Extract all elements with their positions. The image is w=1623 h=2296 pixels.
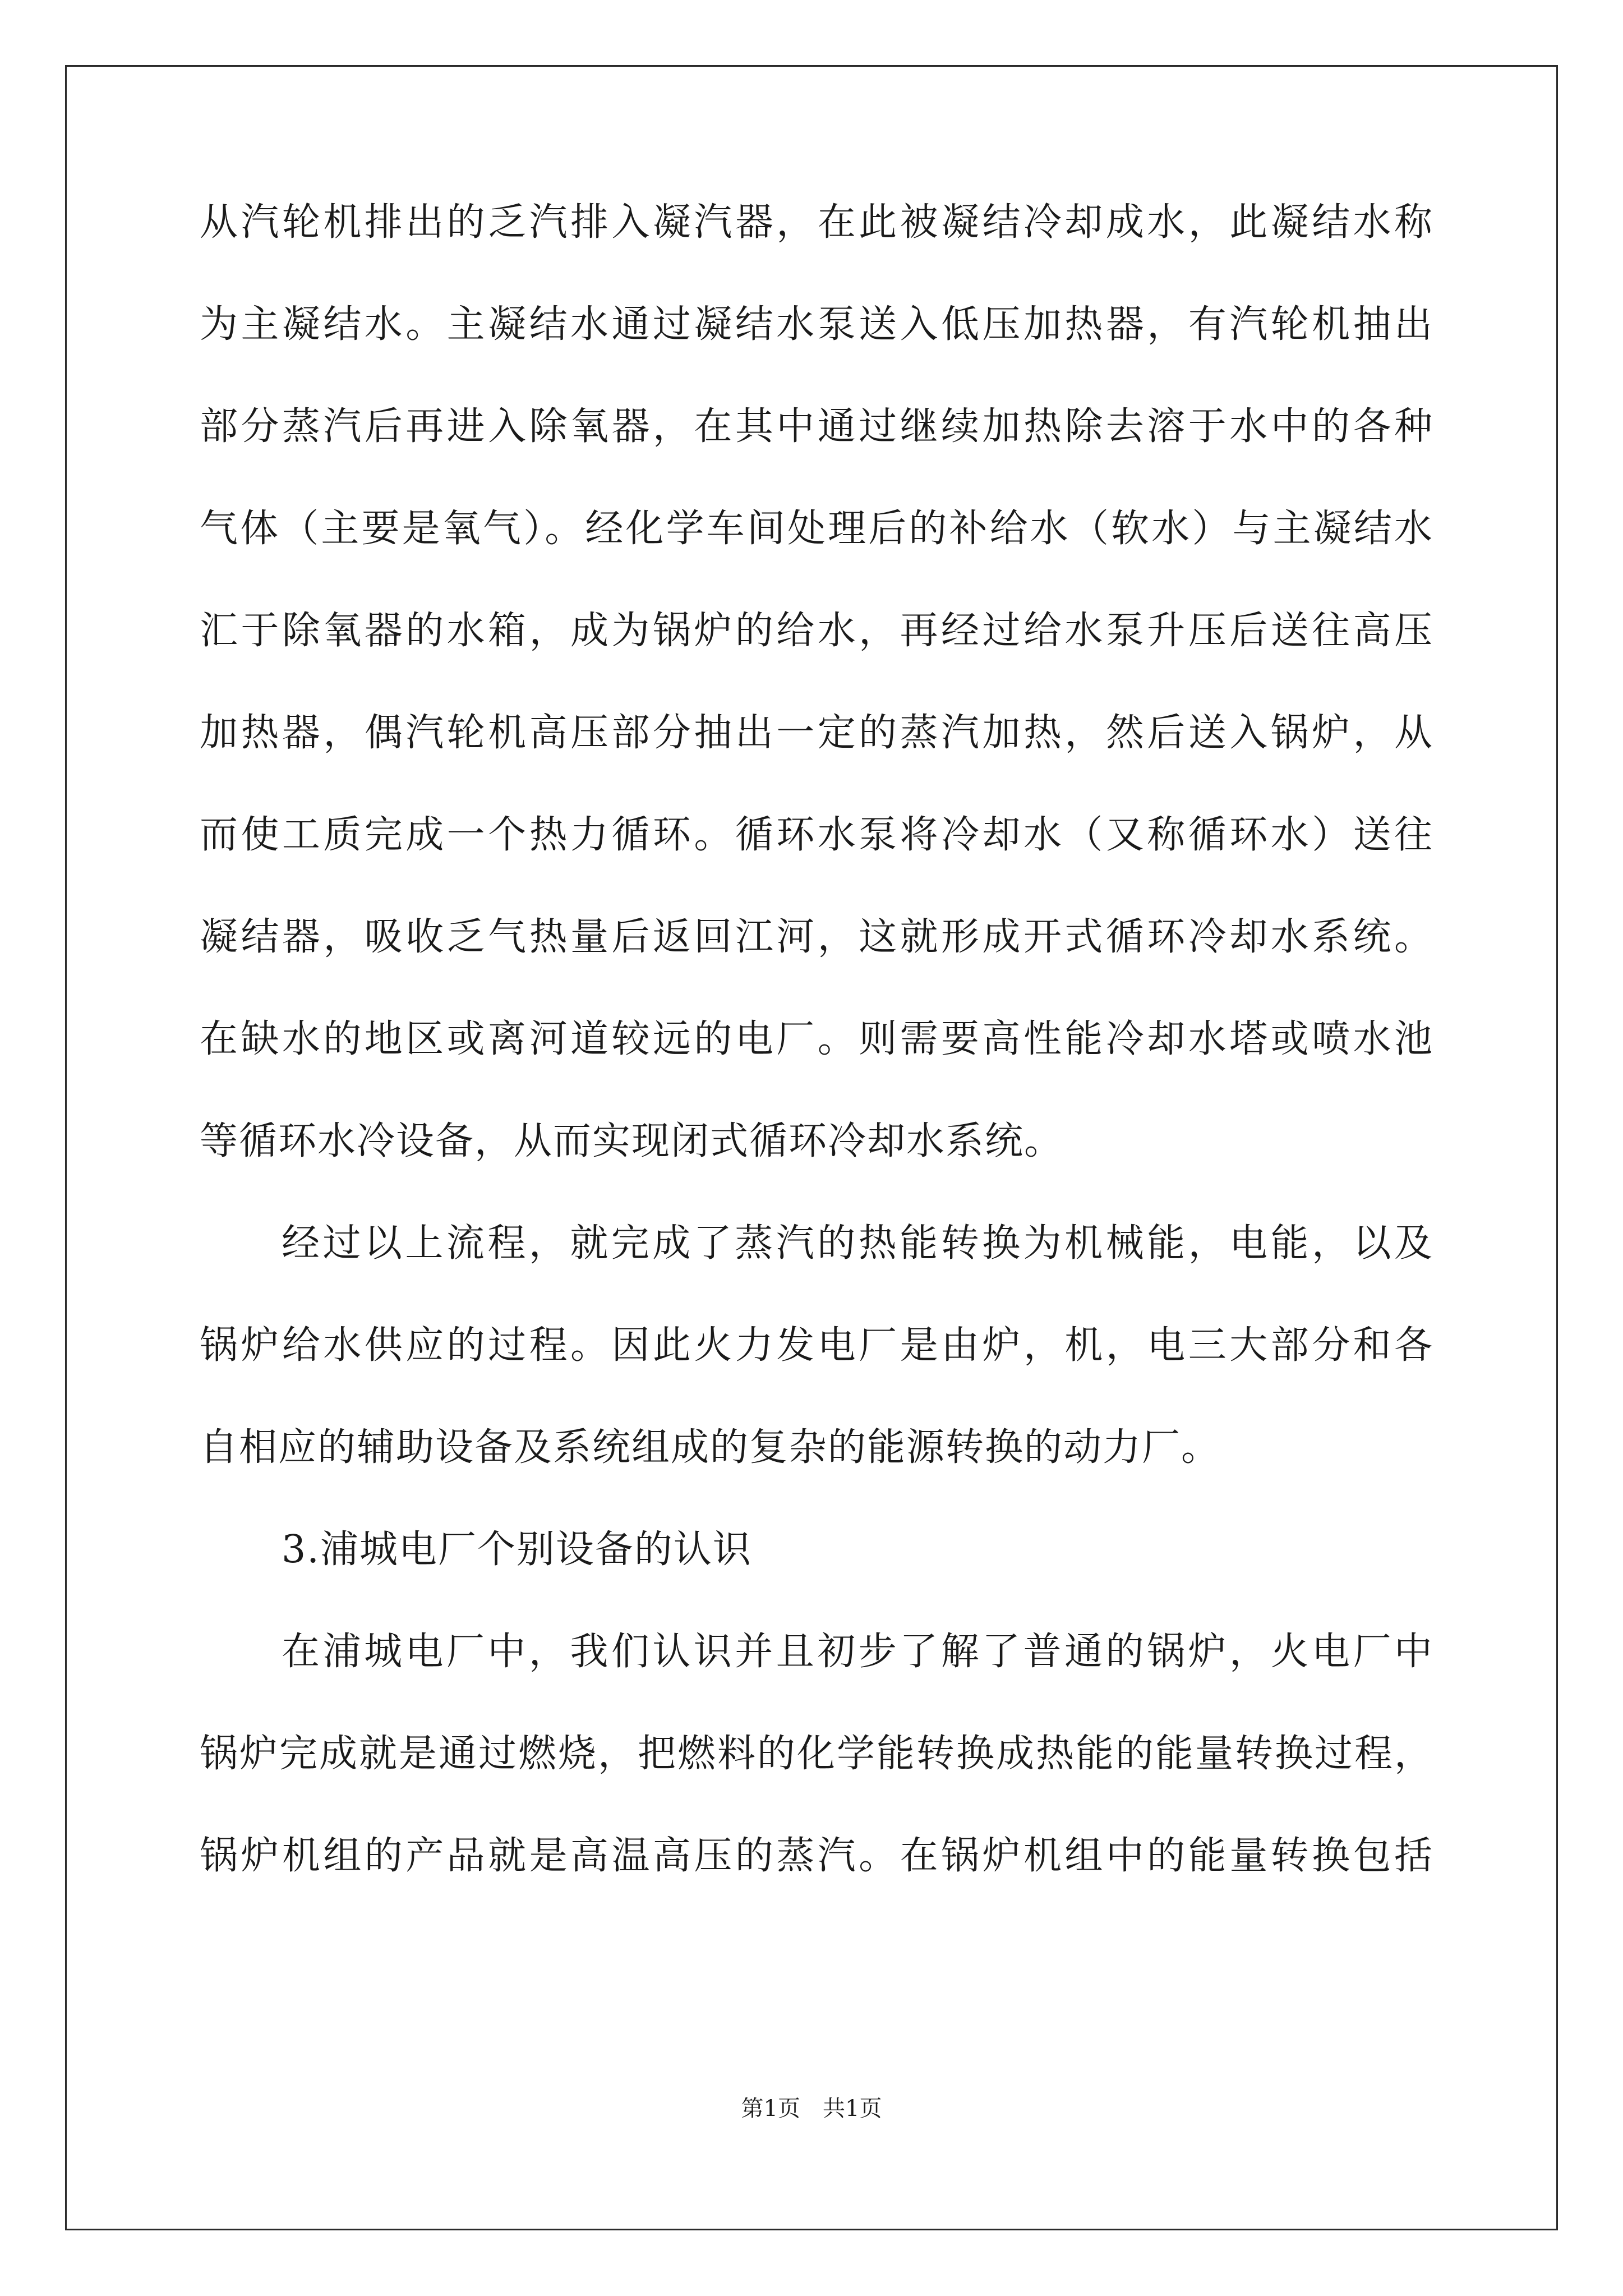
text-line: 汇于除氧器的水箱，成为锅炉的给水，再经过给水泵升压后送往高压	[200, 609, 1433, 653]
text-line: 锅炉给水供应的过程。因此火力发电厂是由炉，机，电三大部分和各	[200, 1323, 1433, 1368]
page-footer: 第1页 共1页	[741, 2096, 882, 2122]
text-line: 自相应的辅助设备及系统组成的复杂的能源转换的动力厂。	[200, 1425, 1221, 1470]
text-line: 凝结器，吸收乏气热量后返回江河，这就形成开式循环冷却水系统。	[200, 915, 1433, 959]
text-line: 从汽轮机排出的乏汽排入凝汽器，在此被凝结冷却成水，此凝结水称	[200, 200, 1433, 245]
text-line: 在缺水的地区或离河道较远的电厂。则需要高性能冷却水塔或喷水池	[200, 1017, 1433, 1061]
text-line: 气体（主要是氧气）。经化学车间处理后的补给水（软水）与主凝结水	[200, 507, 1433, 551]
text-line: 锅炉机组的产品就是高温高压的蒸汽。在锅炉机组中的能量转换包括	[200, 1834, 1433, 1878]
text-line: 锅炉完成就是通过燃烧，把燃料的化学能转换成热能的能量转换过程，	[200, 1732, 1433, 1776]
text-line: 在浦城电厂中，我们认识并且初步了解了普通的锅炉，火电厂中	[282, 1630, 1433, 1674]
text-line: 而使工质完成一个热力循环。循环水泵将冷却水（又称循环水）送往	[200, 813, 1433, 857]
text-line: 3.浦城电厂个别设备的认识	[282, 1527, 752, 1572]
text-line: 经过以上流程，就完成了蒸汽的热能转换为机械能，电能，以及	[282, 1221, 1433, 1266]
text-line: 为主凝结水。主凝结水通过凝结水泵送入低压加热器，有汽轮机抽出	[200, 302, 1433, 347]
document-body	[200, 201, 1433, 1936]
text-line: 加热器，偶汽轮机高压部分抽出一定的蒸汽加热，然后送入锅炉，从	[200, 711, 1433, 755]
text-line: 部分蒸汽后再进入除氧器，在其中通过继续加热除去溶于水中的各种	[200, 404, 1433, 449]
text-line: 等循环水冷设备，从而实现闭式循环冷却水系统。	[200, 1119, 1064, 1163]
